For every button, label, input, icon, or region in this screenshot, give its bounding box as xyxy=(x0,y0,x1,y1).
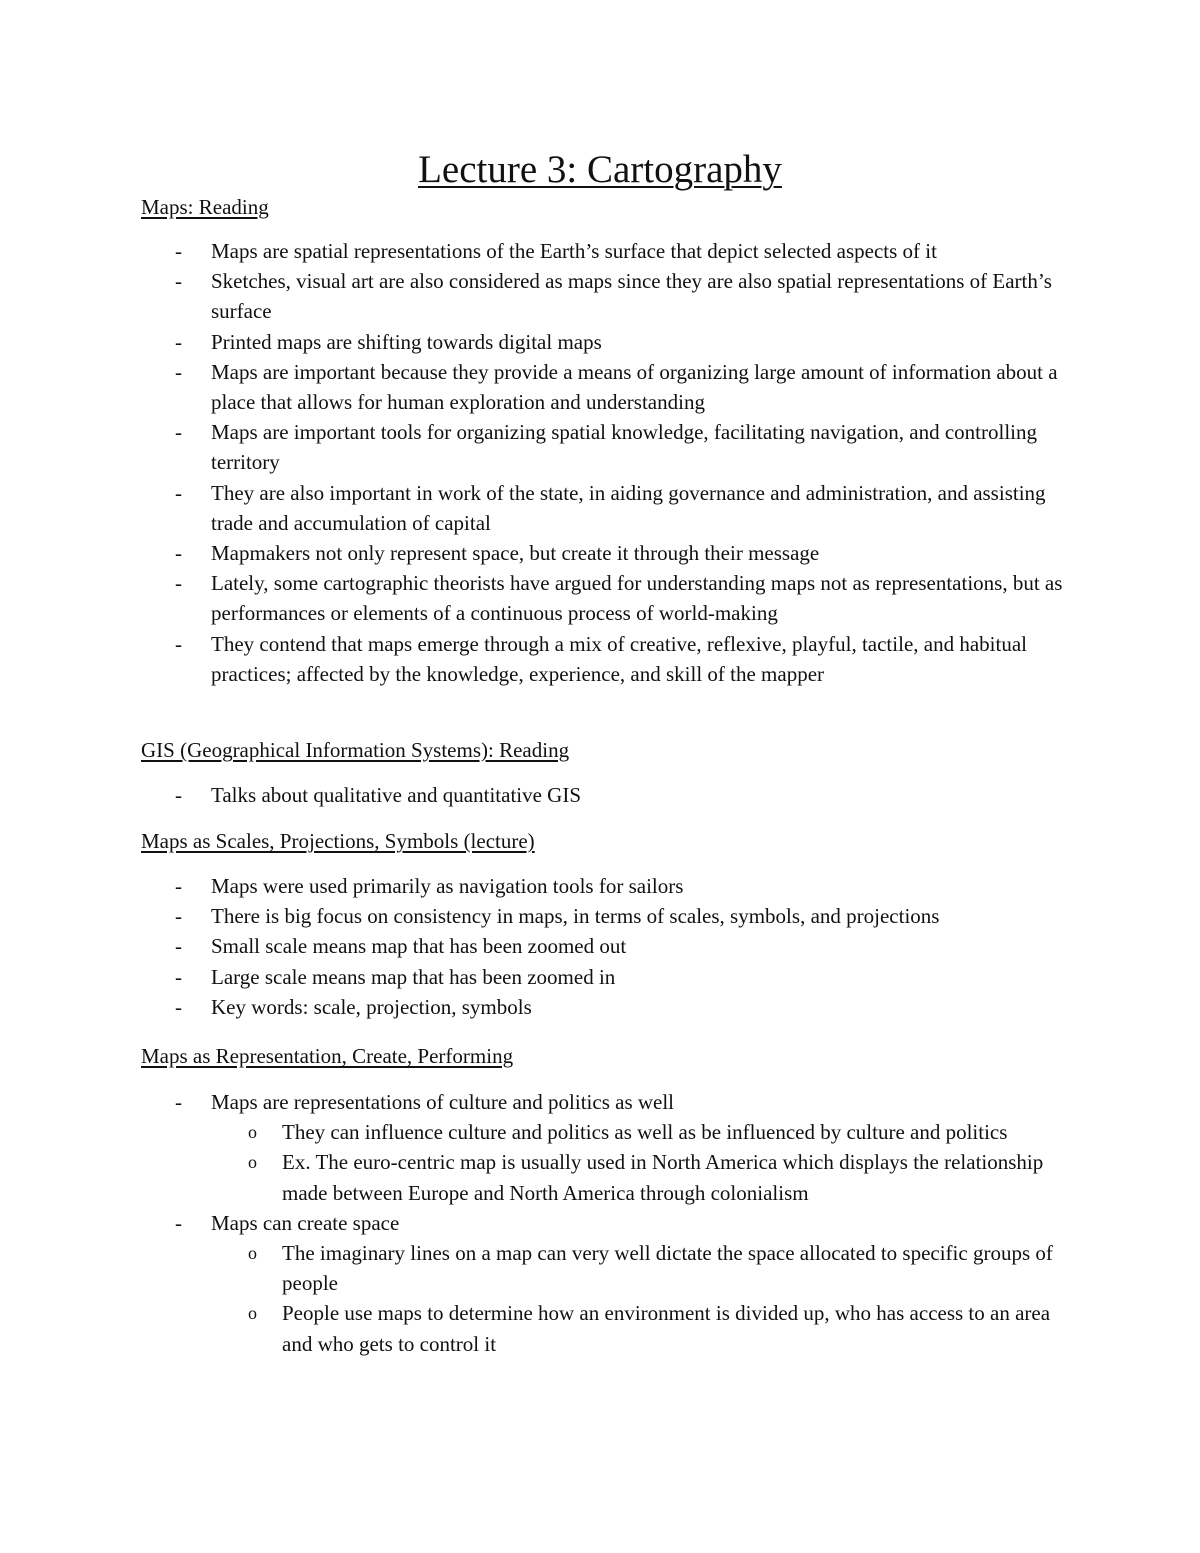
list-item-text: Maps are important tools for organizing spatial knowledge, facilitating navigation, and controlling territory xyxy=(211,420,1037,475)
list-item xyxy=(0,931,1200,961)
sub-list-item-text: They can influence culture and politics as well as be influenced by culture and politics xyxy=(282,1120,1008,1145)
dash-bullet: - xyxy=(175,541,182,566)
dash-bullet: - xyxy=(175,631,182,656)
list-item xyxy=(0,357,1200,417)
list-item xyxy=(0,478,1200,538)
section-heading-gis-reading: GIS (Geographical Information Systems): Reading xyxy=(141,738,570,762)
list-item-text: Sketches, visual art are also considered as maps since they are also spatial representations of Earth’s surface xyxy=(211,269,1052,324)
list-item-text: Printed maps are shifting towards digital maps xyxy=(211,329,602,354)
dash-bullet: - xyxy=(175,571,182,596)
circle-bullet: o xyxy=(248,1243,257,1264)
list-item xyxy=(0,780,1200,810)
list-item-text: Lately, some cartographic theorists have argued for understanding maps not as representations, but as performances or elements of a continuous process of world-making xyxy=(211,571,1063,626)
list-item-text: Maps are representations of culture and politics as well xyxy=(211,1090,675,1114)
list-item-text: Maps were used primarily as navigation tools for sailors xyxy=(211,874,684,898)
sub-list-item xyxy=(0,1298,1200,1358)
list-item xyxy=(0,1208,1200,1238)
dash-bullet: - xyxy=(175,420,182,445)
list-item xyxy=(0,962,1200,992)
section-heading-representation-create-performing: Maps as Representation, Create, Performing xyxy=(141,1044,514,1068)
list-item-text: They are also important in work of the state, in aiding governance and administration, and assisting trade and accumulation of capital xyxy=(211,480,1046,535)
section-heading-scales-projections-symbols: Maps as Scales, Projections, Symbols (lecture) xyxy=(141,829,535,853)
dash-bullet: - xyxy=(175,934,182,959)
page-title: Lecture 3: Cartography xyxy=(418,148,782,191)
sub-list-item-text: People use maps to determine how an environment is divided up, who has access to an area and who gets to control it xyxy=(282,1301,1051,1356)
list-item xyxy=(0,538,1200,568)
list-item-text: Small scale means map that has been zoomed out xyxy=(211,934,627,959)
section-list-gis-reading xyxy=(0,780,1200,810)
list-item xyxy=(0,901,1200,931)
sub-list-item xyxy=(0,1117,1200,1147)
list-item xyxy=(0,1087,1200,1117)
list-item-text: They contend that maps emerge through a mix of creative, reflexive, playful, tactile, and habitual practices; affected by the knowledge, experience, and skill of the mapper xyxy=(211,631,1027,686)
sub-list-item-text: Ex. The euro-centric map is usually used in North America which displays the relationship made between Europe and North America through colonialism xyxy=(282,1150,1044,1205)
list-item xyxy=(0,568,1200,628)
dash-bullet: - xyxy=(175,1090,182,1114)
circle-bullet: o xyxy=(248,1303,257,1324)
list-item xyxy=(0,871,1200,901)
sub-list-item xyxy=(0,1238,1200,1298)
section-list-maps-reading xyxy=(0,236,1200,689)
dash-bullet: - xyxy=(175,329,182,354)
list-item-text: Maps are spatial representations of the Earth’s surface that depict selected aspects of it xyxy=(211,239,937,263)
list-item xyxy=(0,629,1200,689)
dash-bullet: - xyxy=(175,783,182,807)
list-item-text: Talks about qualitative and quantitative GIS xyxy=(211,783,582,807)
list-item xyxy=(0,266,1200,326)
list-item xyxy=(0,992,1200,1022)
dash-bullet: - xyxy=(175,359,182,384)
sub-list-item xyxy=(0,1147,1200,1207)
sub-list-item-text: The imaginary lines on a map can very well dictate the space allocated to specific groups of people xyxy=(282,1241,1053,1296)
section-heading-maps-reading: Maps: Reading xyxy=(141,195,269,219)
dash-bullet: - xyxy=(175,874,182,898)
dash-bullet: - xyxy=(175,904,182,929)
dash-bullet: - xyxy=(175,480,182,505)
list-item xyxy=(0,236,1200,266)
dash-bullet: - xyxy=(175,964,182,989)
dash-bullet: - xyxy=(175,239,182,263)
dash-bullet: - xyxy=(175,269,182,294)
dash-bullet: - xyxy=(175,994,182,1019)
list-item-text: Maps are important because they provide a means of organizing large amount of information about a place that allows for human exploration and understanding xyxy=(211,359,1058,415)
section-list-scales-projections-symbols xyxy=(0,871,1200,1022)
dash-bullet: - xyxy=(175,1210,182,1235)
section-list-representation-create-performing xyxy=(0,1087,1200,1359)
list-item-text: There is big focus on consistency in maps, in terms of scales, symbols, and projections xyxy=(211,904,940,929)
circle-bullet: o xyxy=(248,1122,257,1143)
list-item-text: Maps can create space xyxy=(211,1210,400,1235)
circle-bullet: o xyxy=(248,1152,257,1173)
list-item xyxy=(0,327,1200,357)
list-item-text: Mapmakers not only represent space, but create it through their message xyxy=(211,541,820,566)
list-item xyxy=(0,417,1200,477)
list-item-text: Key words: scale, projection, symbols xyxy=(211,994,532,1019)
list-item-text: Large scale means map that has been zoomed in xyxy=(211,964,616,989)
